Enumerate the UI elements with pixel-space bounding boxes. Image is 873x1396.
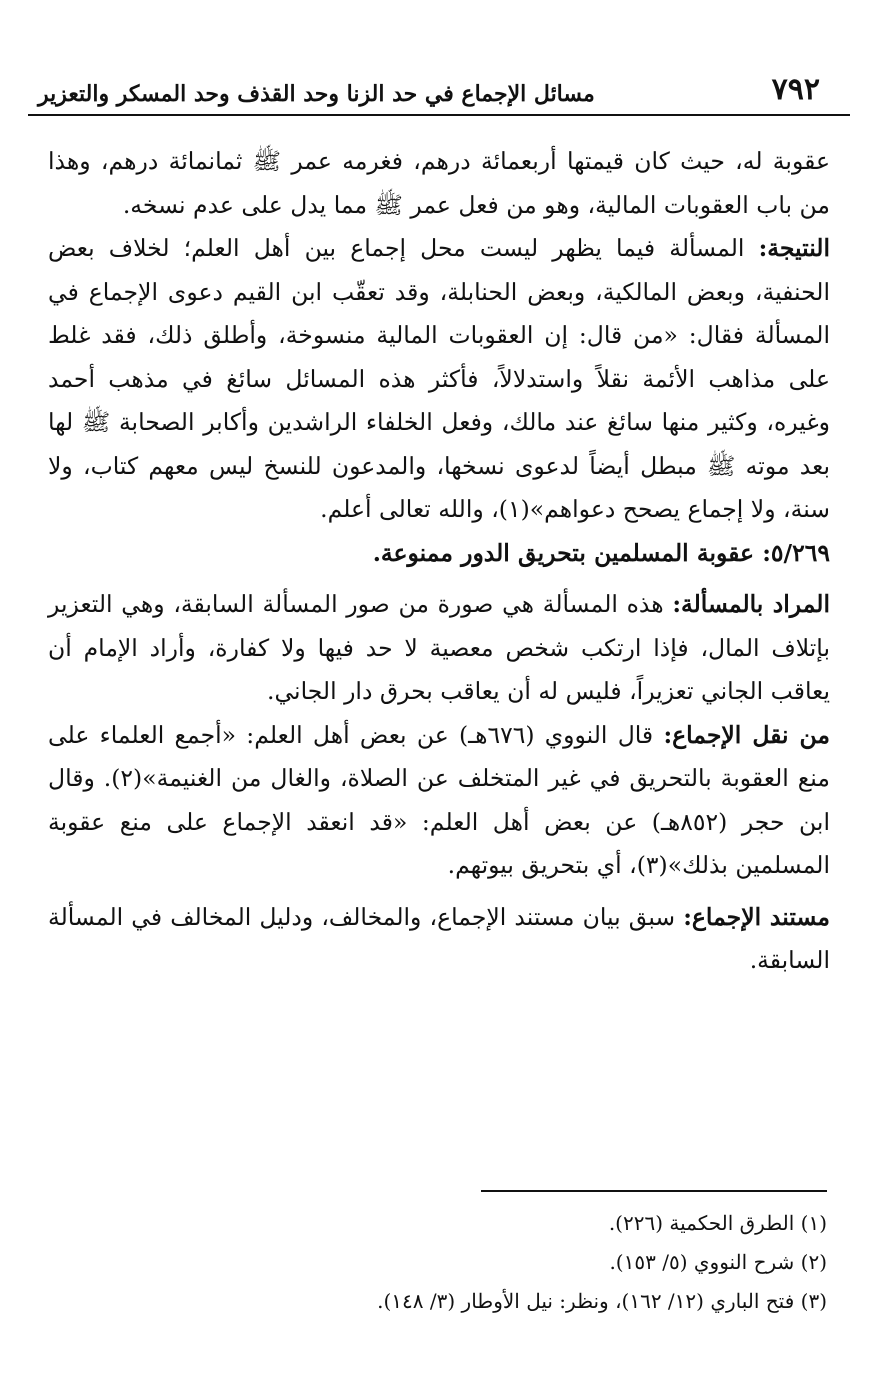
page-number: ٧٩٢ <box>771 72 820 107</box>
running-title: مسائل الإجماع في حد الزنا وحد القذف وحد المسكر والتعزير <box>38 81 595 107</box>
main-text <box>48 140 830 983</box>
paragraph-lead: من نقل الإجماع: <box>663 720 830 749</box>
section-heading: ٥/٢٦٩: عقوبة المسلمين بتحريق الدور ممنوعة. <box>372 538 830 567</box>
paragraph-lead: النتيجة: <box>758 234 830 262</box>
page-header <box>28 70 850 116</box>
paragraph-continuation <box>48 140 830 227</box>
paragraph-lead: المراد بالمسألة: <box>672 590 830 618</box>
paragraph-meaning <box>48 583 830 714</box>
footnote: (٢) شرح النووي (٥/ ١٥٣). <box>609 1250 827 1274</box>
paragraph-text: سبق بيان مستند الإجماع، والمخالف، ودليل المخالف في المسألة السابقة. <box>48 902 830 974</box>
footnotes <box>45 1204 827 1321</box>
paragraph-result <box>48 227 830 532</box>
paragraph-text: عقوبة له، حيث كان قيمتها أربعمائة درهم، فغرمه عمر ﷺ ثمانمائة درهم، وهذا من باب العقوبات المالية، وهو من فعل عمر ﷺ مما يدل على عدم نسخه. <box>48 147 830 219</box>
paragraph-basis <box>48 896 830 983</box>
footnote: (٣) فتح الباري (١٢/ ١٦٢)، ونظر: نيل الأوطار (٣/ ١٤٨). <box>377 1289 827 1313</box>
paragraph-text: هذه المسألة هي صورة من صور المسألة السابقة، وهي التعزير بإتلاف المال، فإذا ارتكب شخص معصية لا حد فيها ولا كفارة، وأراد الإمام أن يعاقب الجاني تعزيراً، فليس له أن يعاقب بحرق دار الجاني. <box>48 590 830 705</box>
paragraph-text: قال النووي (٦٧٦هـ) عن بعض أهل العلم: «أجمع العلماء على منع العقوبة بالتحريق في غير المتخلف عن الصلاة، والغال من الغنيمة»(٢). وقال ابن حجر (٨٥٢هـ) عن بعض أهل العلم: «قد انعقد الإجماع على منع عقوبة المسلمين بذلك»(٣)، أي بتحريق بيوتهم. <box>48 720 830 879</box>
paragraph-text: المسألة فيما يظهر ليست محل إجماع بين أهل العلم؛ لخلاف بعض الحنفية، وبعض المالكية، وبعض الحنابلة، وقد تعقّب ابن القيم دعوى الإجماع في المسألة فقال: «من قال: إن العقوبات المالية منسوخة، وأطلق ذلك، فقد غلط على مذاهب الأئمة نقلاً واستدلالاً، فأكثر هذه المسائل سائغ في مذهب أحمد وغيره، وكثير منها سائغ عند مالك، وفعل الخلفاء الراشدين وأكابر الصحابة ﷺ لها بعد موته ﷺ مبطل أيضاً لدعوى نسخها، والمدعون للنسخ ليس معهم كتاب، ولا سنة، ولا إجماع يصحح دعواهم»(١)، والله تعالى أعلم. <box>48 234 830 523</box>
footnote-divider <box>481 1190 827 1192</box>
footnote: (١) الطرق الحكمية (٢٢٦). <box>608 1211 827 1235</box>
paragraph-consensus <box>48 714 830 888</box>
paragraph-lead: مستند الإجماع: <box>683 902 831 931</box>
